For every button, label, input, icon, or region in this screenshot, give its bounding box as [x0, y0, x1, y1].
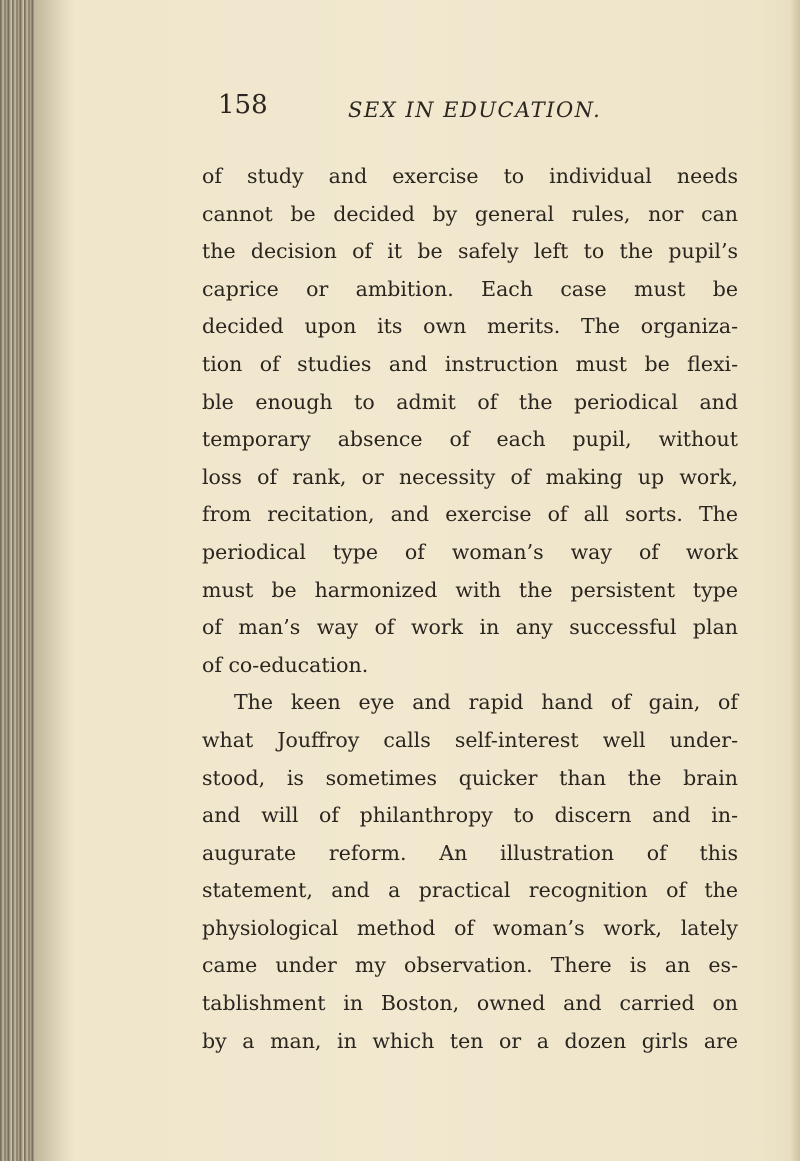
text-line: caprice or ambition. Each case must be — [202, 276, 738, 301]
text-line: must be harmonized with the persistent type — [202, 577, 738, 602]
page-edge — [790, 0, 800, 1161]
text-line: of man’s way of work in any successful plan — [202, 615, 738, 640]
text-line: and will of philanthropy to discern and in- — [202, 803, 738, 828]
text-line: periodical type of woman’s way of work — [202, 539, 738, 564]
text-line: augurate reform. An illustration of this — [202, 840, 738, 865]
body-text — [202, 158, 738, 1060]
gutter-shadow — [34, 0, 74, 1161]
text-line: loss of rank, or necessity of making up work, — [202, 464, 738, 489]
running-head: SEX IN EDUCATION. — [348, 98, 602, 122]
text-line: ble enough to admit of the periodical and — [202, 389, 738, 414]
text-line: tion of studies and instruction must be flexi- — [202, 351, 738, 376]
text-line: stood, is sometimes quicker than the brain — [202, 765, 738, 790]
text-line: cannot be decided by general rules, nor can — [202, 201, 738, 226]
text-line: tablishment in Boston, owned and carried on — [202, 991, 738, 1016]
book-binding-edge — [0, 0, 34, 1161]
text-line: what Jouffroy calls self-interest well under- — [202, 727, 738, 752]
text-line: the decision of it be safely left to the pupil’s — [202, 239, 738, 264]
paragraph-end-line: of co-education. — [202, 652, 369, 677]
text-line: of study and exercise to individual needs — [202, 164, 738, 188]
page-number: 158 — [218, 90, 268, 120]
paragraph-start-line: The keen eye and rapid hand of gain, of — [234, 690, 738, 715]
text-line: statement, and a practical recognition of the — [202, 878, 738, 903]
page-header — [0, 90, 800, 130]
text-line: by a man, in which ten or a dozen girls are — [202, 1028, 738, 1053]
text-line: from recitation, and exercise of all sorts. The — [202, 502, 738, 527]
text-line: physiological method of woman’s work, lately — [202, 915, 738, 940]
text-line: decided upon its own merits. The organiza- — [202, 314, 738, 339]
text-line: temporary absence of each pupil, without — [202, 427, 738, 452]
text-line: came under my observation. There is an es- — [202, 953, 738, 978]
